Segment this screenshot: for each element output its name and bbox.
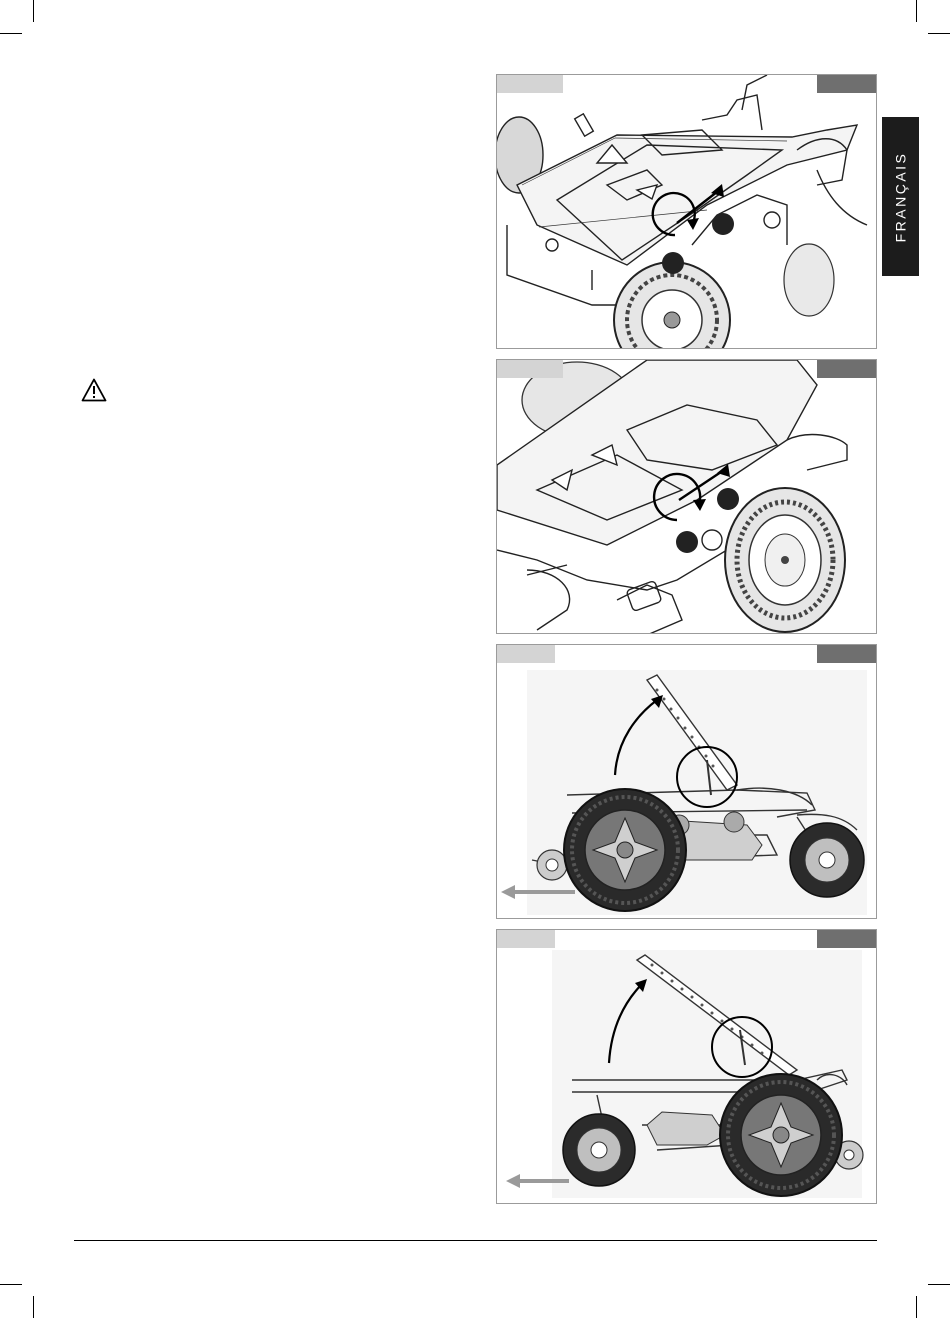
footer-rule bbox=[74, 1240, 877, 1241]
figure-4-illustration bbox=[497, 930, 877, 1204]
figure-1 bbox=[496, 74, 877, 349]
crop-mark bbox=[916, 0, 917, 22]
figure-tag-right bbox=[817, 75, 876, 93]
figure-tag-left bbox=[497, 930, 555, 948]
figure-4 bbox=[496, 929, 877, 1204]
language-tab-label: FRANÇAIS bbox=[892, 151, 909, 242]
figure-2-illustration bbox=[497, 360, 877, 634]
figure-tag-right bbox=[817, 360, 876, 378]
figure-tag-right bbox=[817, 645, 876, 663]
crop-mark bbox=[0, 1284, 22, 1285]
figure-tag-right bbox=[817, 930, 876, 948]
crop-mark bbox=[33, 0, 34, 22]
figure-3 bbox=[496, 644, 877, 919]
language-tab bbox=[882, 117, 919, 276]
crop-mark bbox=[928, 1284, 950, 1285]
figure-tag-left bbox=[497, 360, 563, 378]
crop-mark bbox=[916, 1296, 917, 1318]
crop-mark bbox=[0, 33, 22, 34]
figure-tag-left bbox=[497, 75, 563, 93]
figure-tag-left bbox=[497, 645, 555, 663]
crop-mark bbox=[928, 33, 950, 34]
figure-2 bbox=[496, 359, 877, 634]
crop-mark bbox=[33, 1296, 34, 1318]
figure-3-illustration bbox=[497, 645, 877, 919]
warning-triangle-icon bbox=[81, 378, 107, 402]
figure-1-illustration bbox=[497, 75, 877, 349]
